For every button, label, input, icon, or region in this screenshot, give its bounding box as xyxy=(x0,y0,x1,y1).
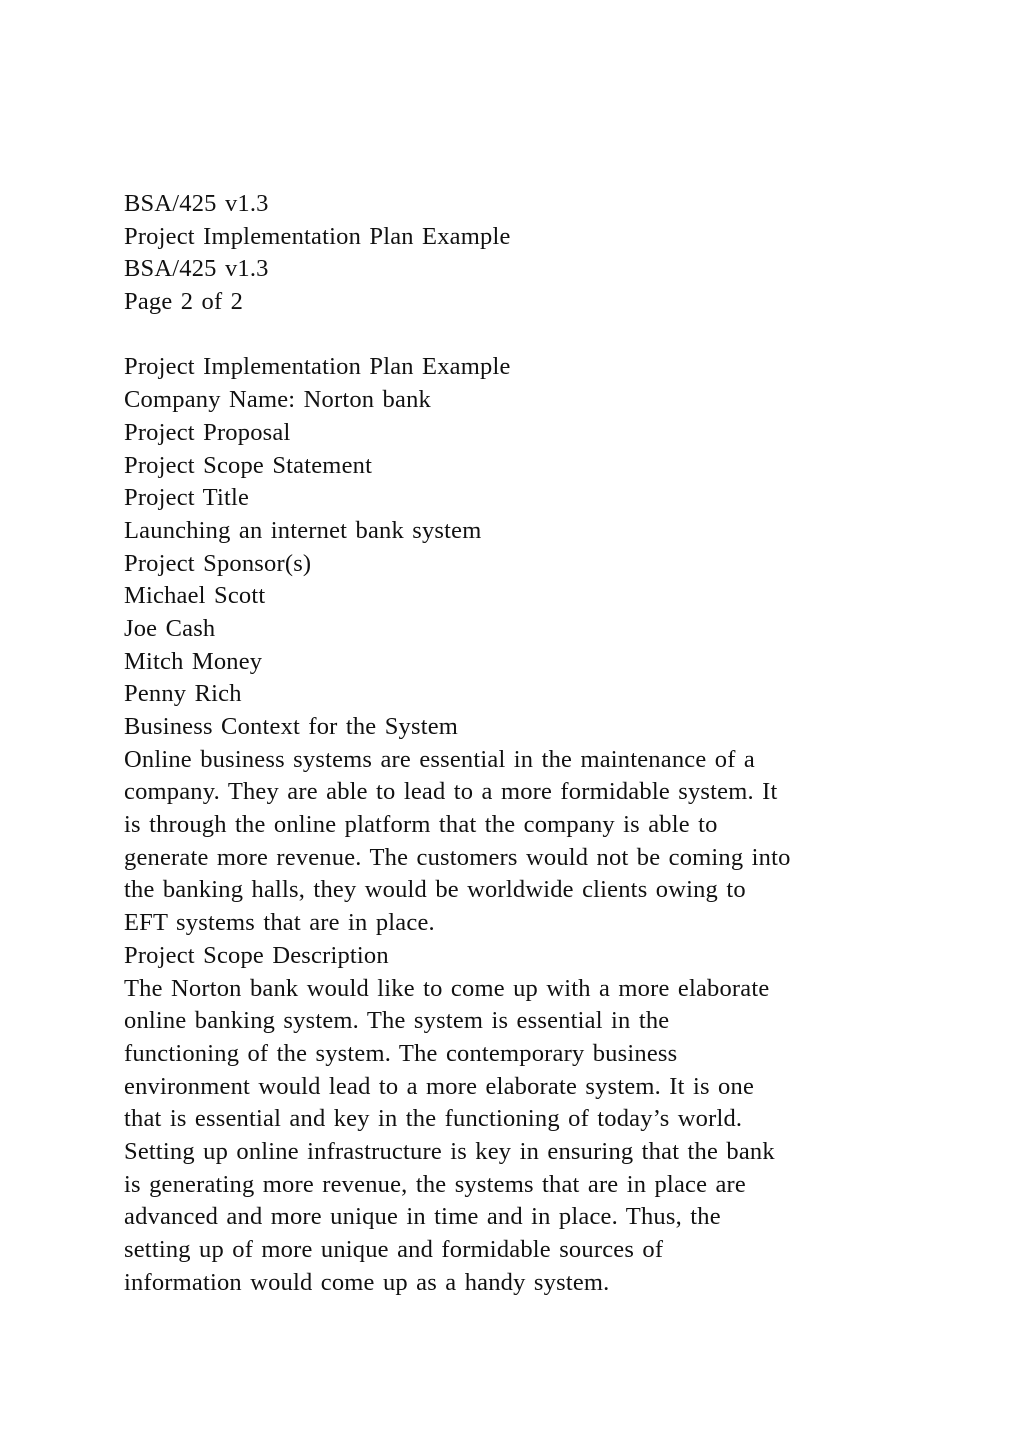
sponsor-name: Michael Scott xyxy=(124,582,266,610)
header-course-code: BSA/425 v1.3 xyxy=(124,190,269,217)
company-name: Company Name: Norton bank xyxy=(124,386,431,414)
business-context-line: EFT systems that are in place. xyxy=(124,909,435,937)
scope-description-line: online banking system. The system is essential in the xyxy=(124,1007,670,1035)
document-page xyxy=(124,188,984,1299)
scope-statement-heading: Project Scope Statement xyxy=(124,451,373,479)
scope-description-line: information would come up as a handy system. xyxy=(124,1268,610,1296)
blank-line xyxy=(124,319,984,352)
proposal-heading: Project Proposal xyxy=(124,418,291,446)
business-context-line: Online business systems are essential in the maintenance of a xyxy=(124,745,755,773)
business-context-line: is through the online platform that the company is able to xyxy=(124,811,718,839)
body-title: Project Implementation Plan Example xyxy=(124,353,511,381)
sponsors-label: Project Sponsor(s) xyxy=(124,549,312,577)
scope-description-heading: Project Scope Description xyxy=(124,941,389,969)
business-context-line: generate more revenue. The customers would not be coming into xyxy=(124,843,791,871)
sponsor-name: Mitch Money xyxy=(124,647,263,675)
scope-description-line: environment would lead to a more elaborate system. It is one xyxy=(124,1072,755,1100)
scope-description-line: functioning of the system. The contemporary business xyxy=(124,1039,678,1067)
header-page-number: Page 2 of 2 xyxy=(124,288,244,316)
project-title-label: Project Title xyxy=(124,484,250,512)
scope-description-line: The Norton bank would like to come up with a more elaborate xyxy=(124,974,770,1002)
business-context-line: company. They are able to lead to a more formidable system. It xyxy=(124,778,778,806)
scope-description-line: setting up of more unique and formidable sources of xyxy=(124,1236,664,1263)
scope-description-line: Setting up online infrastructure is key in ensuring that the bank xyxy=(124,1137,775,1165)
scope-description-line: advanced and more unique in time and in place. Thus, the xyxy=(124,1203,721,1231)
scope-description-line: that is essential and key in the functioning of today’s world. xyxy=(124,1105,743,1133)
header-doc-title: Project Implementation Plan Example xyxy=(124,222,511,250)
business-context-line: the banking halls, they would be worldwide clients owing to xyxy=(124,876,746,904)
sponsor-name: Joe Cash xyxy=(124,614,216,642)
header-course-code-repeat: BSA/425 v1.3 xyxy=(124,255,269,283)
project-title-value: Launching an internet bank system xyxy=(124,516,482,544)
scope-description-line: is generating more revenue, the systems that are in place are xyxy=(124,1170,746,1198)
sponsor-name: Penny Rich xyxy=(124,680,242,708)
business-context-heading: Business Context for the System xyxy=(124,713,459,740)
